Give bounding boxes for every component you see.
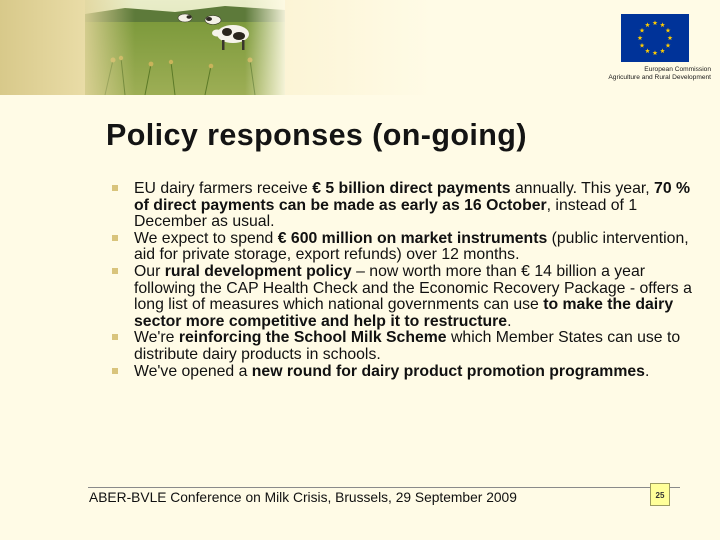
bullet-marker-icon [112,235,118,241]
bullet-emphasis: € 5 billion direct payments [312,180,511,197]
european-commission-logo [583,10,713,85]
eu-flag-icon [621,14,689,62]
bullet-emphasis: new round for dairy product promotion programmes [251,362,645,380]
bullet-emphasis: rural development policy [164,262,352,280]
bullet-item [112,364,692,381]
logo-line-2: Agriculture and Rural Development [608,74,711,81]
bullet-text: . [507,312,512,330]
cows-field-photo [85,0,285,95]
slide-title: Policy responses (on-going) [106,118,527,152]
logo-line-1: European Commission [644,66,711,73]
bullet-text: We're [134,329,179,347]
bullet-emphasis: € 600 million on market instruments [277,229,548,247]
bullet-marker-icon [112,268,118,274]
bullet-list [112,181,692,380]
page-number: 25 [650,483,670,506]
bullet-item [112,330,692,363]
bullet-text: EU dairy farmers receive [134,180,313,197]
bullet-text: – now worth more than € 14 billion a year following the CAP Health Check and the Economic Recovery Package - offers a long list of measures which national governments can use [134,262,692,314]
bullet-emphasis: to make the dairy sector more competitive and help it to restructure [134,296,674,330]
footer-divider [88,487,680,488]
bullet-text: Our [134,262,165,280]
bullet-text: , instead of 1 December as usual. [134,196,638,231]
bullet-marker-icon [112,185,118,191]
bullet-marker-icon [112,368,118,374]
bullet-emphasis: reinforcing the School Milk Scheme [178,329,447,347]
bullet-text: (public intervention, aid for private storage, export refunds) over 12 months. [134,229,689,264]
bullet-marker-icon [112,334,118,340]
bullet-text: . [644,362,650,380]
bullet-text: annually. This year, [510,180,655,197]
bullet-item [112,264,692,330]
bullet-text: We expect to spend [134,229,278,247]
bullet-emphasis: 70 % of direct payments can be made as early as 16 October [134,180,691,214]
logo-caption [583,66,711,82]
bullet-item [112,231,692,264]
footer-text: ABER-BVLE Conference on Milk Crisis, Brussels, 29 September 2009 [89,490,517,505]
bullet-item [112,181,692,231]
bullet-text: We've opened a [134,362,252,380]
bullet-text: which Member States can use to distribute dairy products in schools. [134,329,681,363]
